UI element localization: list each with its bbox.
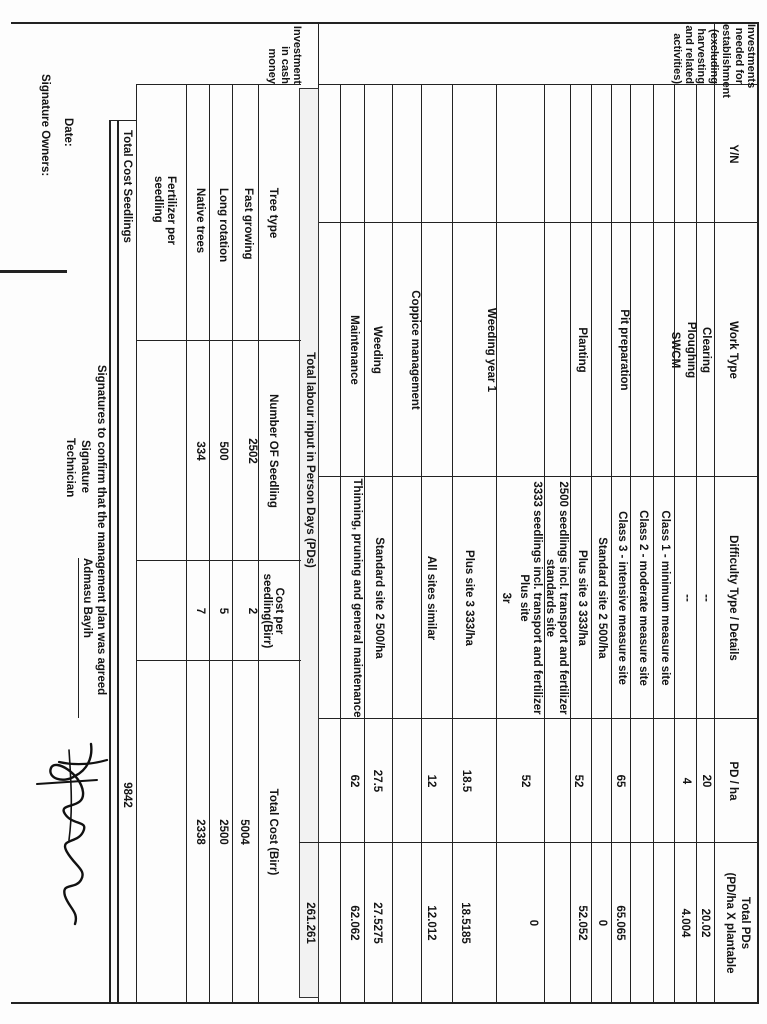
handwritten-signature [17, 740, 127, 940]
labour-line [714, 22, 715, 1002]
work-type-cell: Maintenance [348, 315, 360, 385]
pd-ha-cell: 20 [700, 774, 712, 788]
seedling-header-cost-per-sub: seedling(Birr) [261, 573, 273, 649]
seedling-number-cell: 2502 [246, 438, 258, 464]
header-total-pds-sub: (PD/ha X plantable [724, 872, 736, 974]
total-labour-label: Total labour input in Person Days (PDs) [304, 352, 316, 568]
header-pd-ha: PD / ha [727, 761, 739, 801]
total-cost-value: 9842 [121, 782, 133, 808]
difficulty-cell: -- [700, 594, 712, 602]
seedling-number-cell: 500 [217, 441, 229, 461]
difficulty-cell: All sites similar [425, 555, 437, 641]
total-pd-cell: 20.02 [699, 908, 711, 938]
seedling-line [186, 84, 187, 1002]
technician-name: Admasu Bayih [78, 558, 93, 718]
pd-ha-cell: 18.5 [460, 769, 472, 793]
work-type-cell: Pit preparation [618, 309, 630, 391]
work-type-cell: Weeding year 1 [485, 307, 497, 393]
header-yn: Y/N [727, 144, 739, 164]
total-pd-cell: 0 [596, 919, 608, 927]
tree-type-cell: Long rotation [217, 188, 229, 263]
signature-line [111, 120, 137, 121]
seedling-header-number: Number OF Seedling [267, 394, 279, 508]
seedling-total-cell: 5004 [238, 819, 250, 845]
labour-col-line [319, 84, 759, 85]
pd-ha-cell: 65 [614, 774, 626, 788]
pd-ha-cell: 52 [519, 774, 531, 788]
seedling-line [232, 84, 233, 1002]
total-pd-cell: 18.5185 [459, 902, 471, 944]
total-pd-cell: 12.012 [425, 905, 437, 941]
difficulty-cell: Standard site 2 500/ha [596, 537, 608, 659]
difficulty-cell: Class 3 - intensive measure site [616, 511, 628, 685]
tree-type-cell: Native trees [194, 188, 206, 254]
difficulty-cell: Standard site 2 500/ha [373, 537, 385, 659]
seedling-header-total-cost: Total Cost (Birr) [267, 788, 279, 876]
difficulty-cell: -- [681, 594, 693, 602]
work-type-cell: Planting [576, 327, 588, 373]
frame-top-line [757, 22, 759, 1002]
seedling-line [136, 84, 137, 1002]
work-type-cell: SWCM [669, 331, 681, 369]
investment-needed-label: Investments needed for establishment (excluding harvesting and related activities) [670, 24, 757, 98]
total-cost-label: Total Cost Seedlings [121, 130, 133, 243]
seedling-col-line [137, 660, 301, 661]
pd-ha-cell: 52 [572, 774, 584, 788]
labour-col-line [299, 842, 319, 843]
date-label: Date: [62, 118, 74, 147]
pd-ha-cell: 62 [348, 774, 360, 788]
signatures-caption: Signatures to confirm that the management plan was agreed [95, 364, 107, 696]
seedling-cost-cell: 5 [217, 607, 229, 615]
header-difficulty: Difficulty Type / Details [727, 535, 739, 661]
labour-col-line [319, 222, 759, 223]
labour-col-line [319, 718, 759, 719]
tree-type-cell: Fertilizer per seedling [152, 176, 177, 246]
seedling-col-line [137, 560, 301, 561]
difficulty-cell: 3333 seedlings incl. transport and fertilizer Plus site [518, 481, 543, 715]
seedling-col-line [137, 84, 301, 85]
total-pd-cell: 4.004 [679, 908, 691, 938]
frame-left-line [11, 22, 759, 24]
header-work-type: Work Type [727, 321, 739, 379]
pd-ha-cell: 27.5 [371, 769, 383, 793]
signature-divider [0, 270, 67, 273]
signature-label: Signature [79, 440, 91, 494]
header-total-pds: Total PDs [739, 896, 751, 950]
work-type-cell: Weeding [371, 326, 383, 374]
seedling-col-line [137, 340, 301, 341]
total-pd-cell: 65.065 [614, 905, 626, 941]
seedling-header-tree-type: Tree type [267, 187, 279, 239]
seedling-total-cell: 2500 [217, 819, 229, 845]
seedling-line [258, 84, 259, 1002]
pd-ha-cell: 4 [680, 777, 692, 785]
work-type-cell: Clearing [700, 326, 712, 373]
difficulty-cell: Thinning, pruning and general maintenance [351, 478, 363, 718]
seedling-line [209, 84, 210, 1002]
investment-cash-label: Investment in cash money [266, 25, 303, 84]
seedling-total-cell: 2338 [194, 819, 206, 845]
total-pd-cell: 62.062 [348, 905, 360, 941]
total-pd-cell: 52.052 [576, 905, 588, 941]
difficulty-cell: Class 2 - moderate measure site [637, 510, 649, 686]
difficulty-cell: Class 1 - minimum measure site [659, 510, 671, 686]
difficulty-cell: 3r [500, 592, 512, 604]
seedling-cost-cell: 2 [246, 607, 258, 615]
frame-right-line [11, 1002, 759, 1004]
work-type-cell: Coppice management [409, 290, 421, 410]
technician-label: Technician [64, 438, 76, 498]
difficulty-cell: 2500 seedlings incl. transport and fertilizer standards site [544, 481, 569, 715]
seedling-cost-cell: 7 [194, 607, 206, 615]
tree-type-cell: Fast growing [242, 188, 254, 260]
total-pd-cell: 0 [527, 919, 539, 927]
labour-col-line [319, 842, 759, 843]
labour-col-line [319, 476, 759, 477]
pd-ha-cell: 12 [425, 774, 437, 788]
difficulty-cell: Plus site 3 333/ha [576, 550, 588, 646]
work-type-cell: Ploughing [685, 321, 697, 379]
seedling-header-cost-per: Cost per [273, 587, 285, 635]
seedling-number-cell: 334 [194, 441, 206, 461]
total-labour-value: 261.261 [304, 902, 316, 944]
signature-owners-label: Signature Owners: [39, 74, 51, 177]
total-pd-cell: 27.5275 [371, 902, 383, 944]
difficulty-cell: Plus site 3 333/ha [463, 550, 475, 646]
